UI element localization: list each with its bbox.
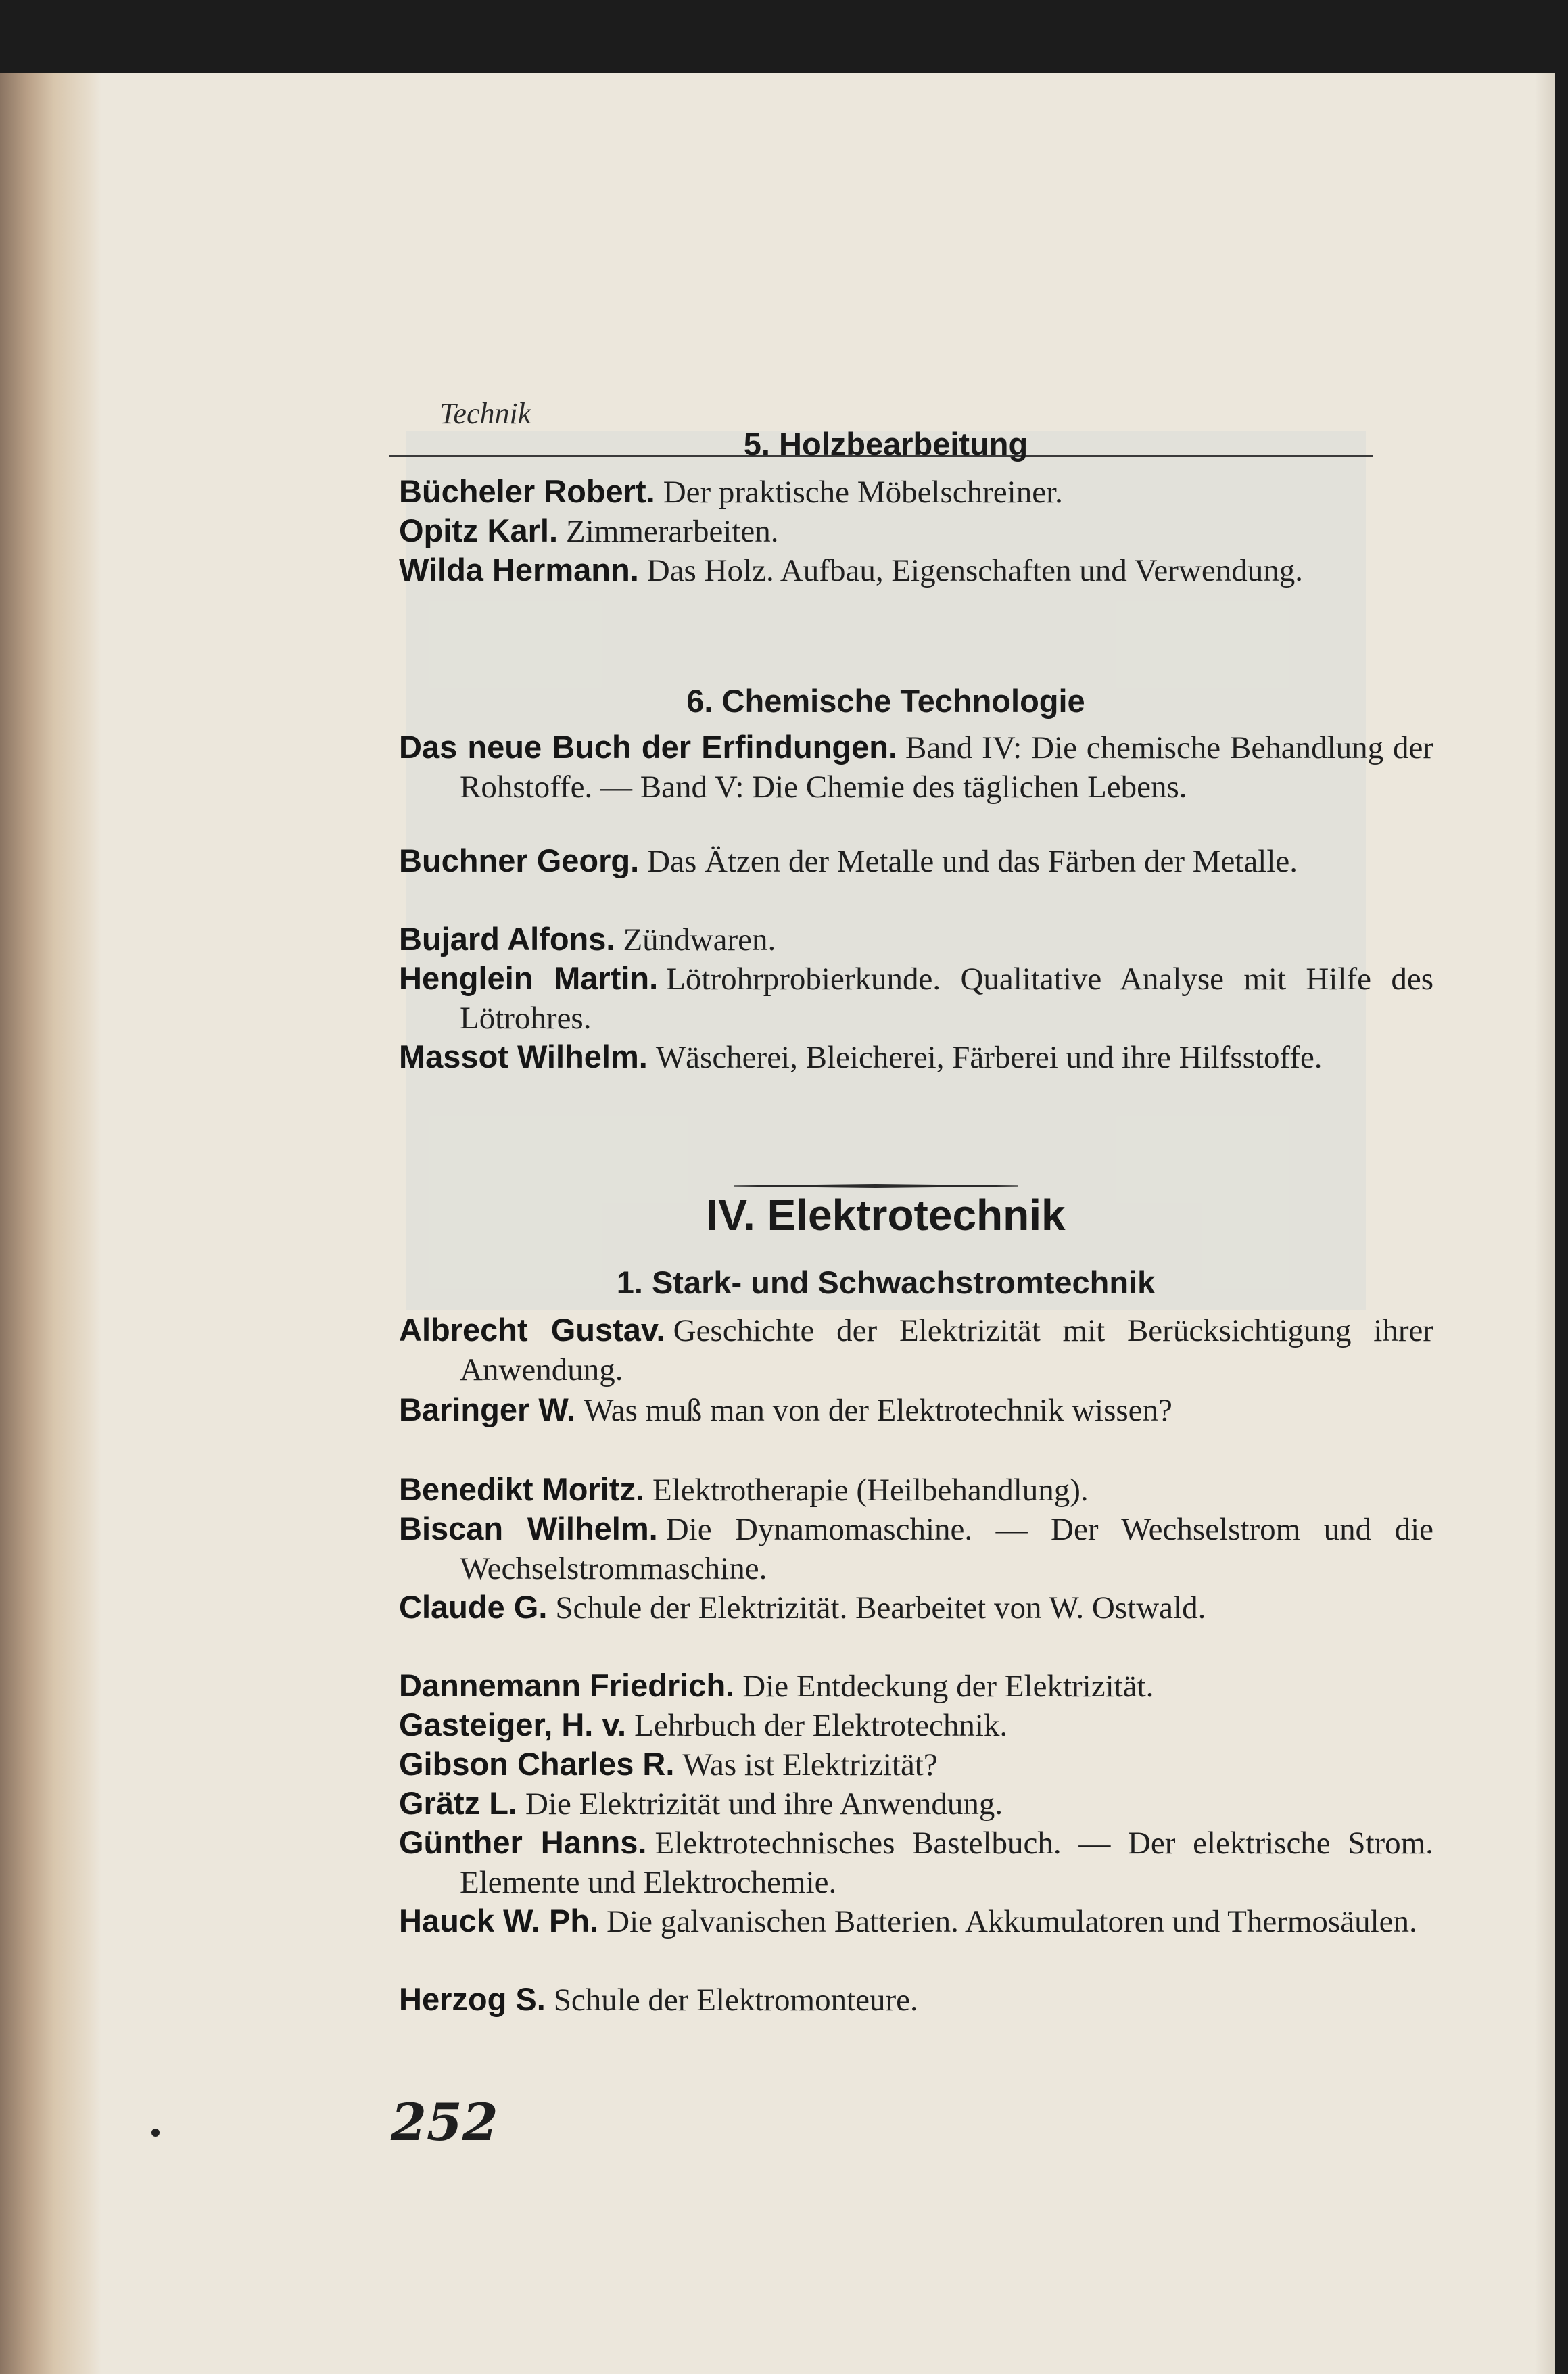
- page-number: 252: [391, 2092, 498, 2152]
- list-item: [399, 472, 1433, 512]
- entry-author: Buchner Georg.: [399, 842, 640, 878]
- entry-title: Was muß man von der Elektrotechnik wissen?: [584, 1393, 1172, 1428]
- entry-author: Bujard Alfons.: [399, 921, 615, 957]
- entry-author: Albrecht Gustav.: [399, 1312, 665, 1348]
- entry-title: Geschichte der Elektrizität mit Berücksichtigung ihrer Anwendung.: [460, 1313, 1433, 1387]
- entry-title: Die galvanischen Batterien. Akkumulatoren und Thermosäulen.: [607, 1904, 1417, 1939]
- entry-title: Die Dynamomaschine. — Der Wechselstrom und die Wechselstrommaschine.: [460, 1512, 1433, 1586]
- entry-author: Claude G.: [399, 1589, 548, 1625]
- list-item: [399, 1310, 1433, 1390]
- entry-author: Günther Hanns.: [399, 1824, 647, 1860]
- list-item: [399, 1509, 1433, 1588]
- list-item: [399, 1666, 1433, 1706]
- list-item: [399, 841, 1433, 881]
- entry-title: Die Entdeckung der Elektrizität.: [742, 1669, 1154, 1704]
- entry-title: Elektrotherapie (Heilbehandlung).: [652, 1473, 1089, 1508]
- list-item: [399, 511, 1433, 551]
- book-page: [0, 73, 1555, 2374]
- entry-title: Was ist Elektrizität?: [682, 1747, 938, 1782]
- entry-title: Zündwaren.: [623, 922, 776, 957]
- entry-title: Das Ätzen der Metalle und das Färben der Metalle.: [647, 844, 1298, 879]
- list-item: [399, 959, 1433, 1038]
- subsection-title: 1. Stark- und Schwachstromtechnik: [616, 1264, 1156, 1300]
- entry-author: Herzog S.: [399, 1981, 546, 2017]
- entry-author: Das neue Buch der Erfindungen.: [399, 729, 898, 765]
- entry-author: Wilda Hermann.: [399, 552, 639, 588]
- page-stack-edge: [0, 73, 101, 2374]
- section-title-holzbearbeitung: 5. Holzbearbeitung: [743, 426, 1028, 462]
- entry-title: Lehrbuch der Elektrotechnik.: [634, 1708, 1008, 1743]
- list-item: [399, 1470, 1433, 1510]
- list-item: [399, 1390, 1433, 1430]
- entry-author: Hauck W. Ph.: [399, 1903, 599, 1939]
- entry-title: Elektrotechnisches Bastelbuch. — Der elektrische Strom. Elemente und Elektrochemie.: [460, 1826, 1433, 1900]
- entry-title: Zimmerarbeiten.: [566, 514, 779, 549]
- entry-author: Baringer W.: [399, 1392, 576, 1427]
- entry-title: Das Holz. Aufbau, Eigenschaften und Verwendung.: [646, 553, 1303, 588]
- list-item: [399, 920, 1433, 959]
- entry-author: Massot Wilhelm.: [399, 1039, 648, 1074]
- list-item: [399, 1037, 1433, 1077]
- entry-author: Gasteiger, H. v.: [399, 1707, 627, 1742]
- margin-dot: [151, 2129, 160, 2137]
- list-item: [399, 1823, 1433, 1902]
- entry-author: Bücheler Robert.: [399, 473, 655, 509]
- running-head: Technik: [439, 397, 531, 430]
- page-gutter-shadow: [1535, 73, 1555, 2374]
- list-item: [399, 1901, 1433, 1941]
- entry-author: Dannemann Friedrich.: [399, 1667, 735, 1703]
- entry-author: Grätz L.: [399, 1785, 517, 1821]
- entry-title: Die Elektrizität und ihre Anwendung.: [525, 1786, 1003, 1822]
- list-item: [399, 550, 1433, 590]
- entry-author: Henglein Martin.: [399, 960, 659, 996]
- list-item: [399, 1784, 1433, 1824]
- entry-title: Der praktische Möbelschreiner.: [663, 475, 1063, 510]
- list-item: [399, 1980, 1433, 2020]
- list-item: [399, 728, 1433, 807]
- entry-author: Benedikt Moritz.: [399, 1471, 644, 1507]
- entry-title: Wäscherei, Bleicherei, Färberei und ihre Hilfsstoffe.: [655, 1040, 1323, 1075]
- list-item: [399, 1744, 1433, 1784]
- section-title-chemische-technologie: 6. Chemische Technologie: [686, 683, 1085, 719]
- chapter-title: IV. Elektrotechnik: [706, 1191, 1066, 1239]
- entry-title: Lötrohrprobierkunde. Qualitative Analyse mit Hilfe des Lötrohres.: [460, 962, 1433, 1036]
- entry-author: Biscan Wilhelm.: [399, 1511, 658, 1546]
- entry-title: Schule der Elektromonteure.: [553, 1983, 918, 2018]
- list-item: [399, 1588, 1433, 1628]
- entry-author: Opitz Karl.: [399, 513, 559, 548]
- entry-author: Gibson Charles R.: [399, 1746, 675, 1782]
- entry-title: Schule der Elektrizität. Bearbeitet von W. Ostwald.: [555, 1590, 1206, 1625]
- list-item: [399, 1705, 1433, 1745]
- entry-title: Band IV: Die chemische Behandlung der Rohstoffe. — Band V: Die Chemie des täglichen Lebens.: [460, 730, 1434, 805]
